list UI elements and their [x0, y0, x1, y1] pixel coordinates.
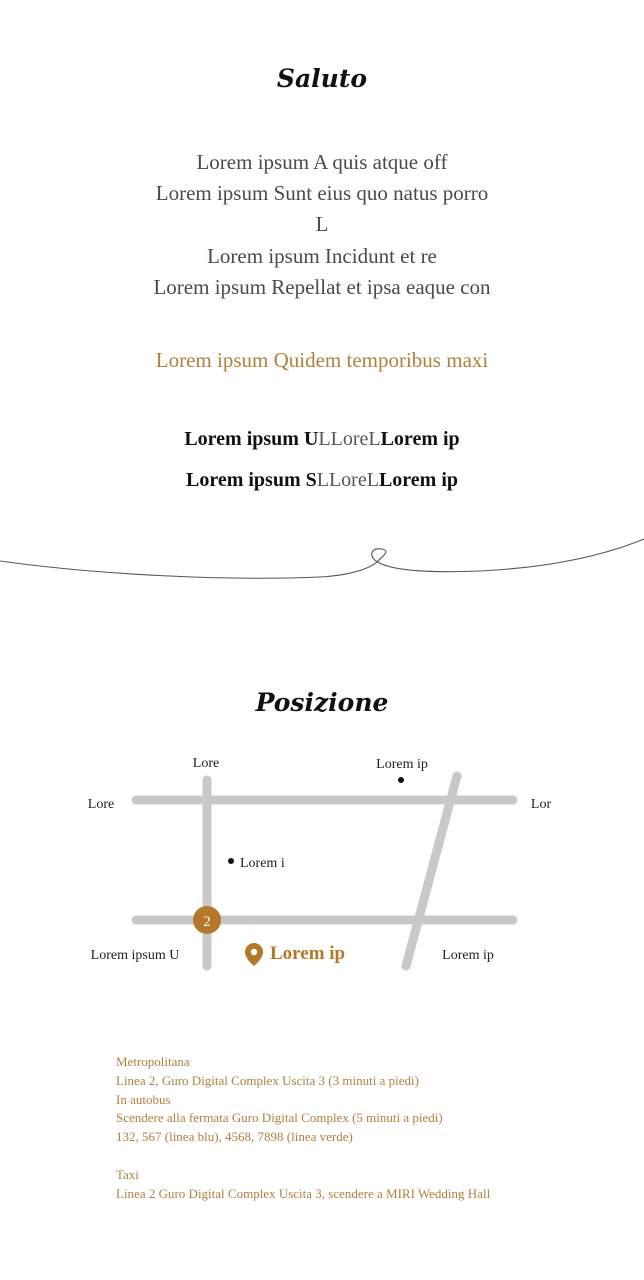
- poi-dot-icon: [228, 858, 234, 864]
- greeting-line: Lorem ipsum Sunt eius quo natus porro: [155, 181, 489, 206]
- map-label-top-left: Lore: [192, 756, 220, 771]
- greeting-line: Lorem ipsum Incidunt et re: [207, 243, 437, 268]
- greeting-title: Saluto: [276, 64, 368, 93]
- relation-label: LLoreL: [316, 469, 379, 491]
- location-pin-icon: [245, 943, 263, 966]
- location-title: Posizione: [255, 688, 389, 717]
- directions-line: Scendere alla fermata Guro Digital Complex (5 minuti a piedi): [116, 1110, 443, 1126]
- map-label-bottom-right: Lorem ip: [442, 948, 494, 963]
- map-label-top-right: Lorem ip: [376, 757, 428, 772]
- directions-line: Linea 2, Guro Digital Complex Uscita 3 (3 minuti a piedi): [116, 1072, 419, 1088]
- directions-line: Taxi: [116, 1166, 139, 1182]
- greeting-message: [0, 147, 644, 303]
- greeting-line: Lorem ipsum A quis atque off: [196, 150, 448, 174]
- parents-names: Lorem ipsum U: [184, 428, 319, 450]
- child-name: Lorem ip: [378, 469, 459, 491]
- directions-info: [116, 1053, 490, 1203]
- greeting-line: L: [315, 212, 329, 237]
- map-label-center: Lorem i: [240, 856, 285, 871]
- location-map[interactable]: [0, 740, 644, 990]
- relation-label: LLoreL: [318, 428, 381, 450]
- child-name: Lorem ip: [380, 428, 460, 450]
- parents-names: Lorem ipsum S: [185, 469, 317, 491]
- greeting-highlight: Lorem ipsum Quidem temporibus maxi: [155, 348, 489, 372]
- spacer: [116, 1147, 490, 1166]
- directions-line: 132, 567 (linea blu), 4568, 7898 (linea verde): [116, 1129, 353, 1145]
- venue-label: Lorem ip: [270, 943, 346, 964]
- station-number: 2: [203, 914, 211, 930]
- directions-line: In autobus: [116, 1091, 171, 1107]
- map-label-left: Lore: [87, 797, 115, 812]
- directions-line: Metropolitana: [116, 1054, 190, 1069]
- map-label-right: Lor: [530, 797, 552, 812]
- poi-dot-icon: [398, 777, 404, 783]
- map-roads: [136, 776, 513, 966]
- family-line-groom: [0, 428, 644, 451]
- greeting-line: Lorem ipsum Repellat et ipsa eaque con: [153, 274, 491, 299]
- map-label-bottom-left: Lorem ipsum U: [90, 948, 180, 963]
- family-line-bride: [0, 469, 644, 492]
- directions-line: Linea 2 Guro Digital Complex Uscita 3, scendere a MIRI Wedding Hall: [116, 1185, 491, 1201]
- curved-divider: [0, 525, 644, 595]
